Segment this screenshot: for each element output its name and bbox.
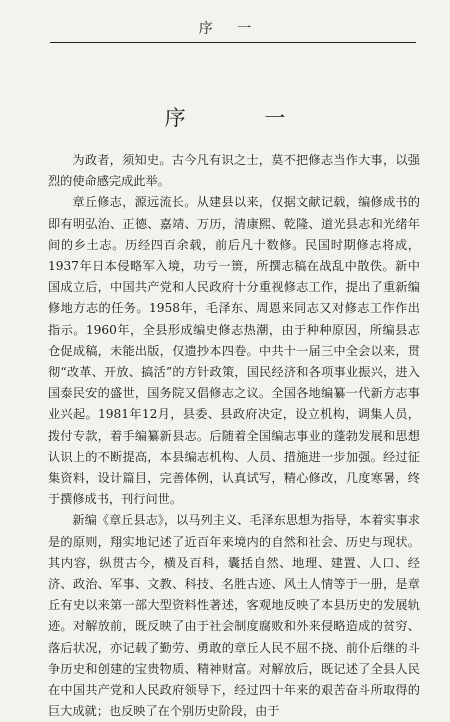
chapter-title: 序 一 — [164, 106, 322, 131]
running-header: 序 一 — [198, 21, 262, 37]
paragraph: 章丘修志，源远流长。从建县以来，仅据文献记载，编修成书的即有明弘治、正德、嘉靖、万历，清康熙、乾隆、道光县志和光绪年间的乡土志。历经四百余载，前后凡十数修。民国时期修志将成，1937年日本侵略军入境，功亏一篑，所撰志稿在战乱中散佚。新中国成立后，中国共产党和人民政府十分重视修志工作，提出了重新编修地方志的任务。1958年，毛泽东、周恩来同志又对修志工作作出指示。1960年，全县形成编史修志热潮，由于种种原因，所编县志仓促成稿，未能出版，仅遗抄本四卷。中共十一届三中全会以来，贯彻“改革、开放、搞活”的方针政策，国民经济和各项事业振兴，进入国泰民安的盛世，国务院又倡修志之议。全国各地编纂一代新方志事业兴起。1981年12月，县委、县政府决定，设立机构，调集人员，拨付专款，着手编纂新县志。后随着全国编志事业的蓬勃发展和思想认识上的不断提高，本县编志机构、人员、措施进一步加强。经过征集资料，设计篇目，完善体例，认真试写，精心修改，几度寒暑，终于撰修成书，刊行问世。 — [48, 195, 420, 507]
paragraph: 为政者，须知史。古今凡有识之士，莫不把修志当作大事，以强烈的使命感完成此举。 — [48, 153, 420, 189]
header-rule — [50, 42, 416, 43]
body-text — [48, 150, 420, 722]
paragraph: 新编《章丘县志》，以马列主义、毛泽东思想为指导，本着实事求是的原则，翔实地记述了近百年来境内的自然和社会、历史与现状。其内容，纵贯古今，横及百科，囊括自然、地理、建置、人口、经济、政治、军事、文教、科技、名胜古迹、风土人情等于一册，是章丘有史以来第一部大型资料性著述，客观地反映了本县历史的发展轨迹。对解放前，既反映了由于社会制度腐败和外来侵略造成的贫穷、落后状况，亦记载了勤劳、勇敢的章丘人民不屈不挠、前仆后继的斗争历史和创建的宝贵物质、精神财富。对解放后，既记述了全县人民在中国共产党和人民政府领导下，经过四十年来的艰苦奋斗所取得的巨大成就；也反映了在个别历史阶段，由于 — [48, 513, 420, 719]
